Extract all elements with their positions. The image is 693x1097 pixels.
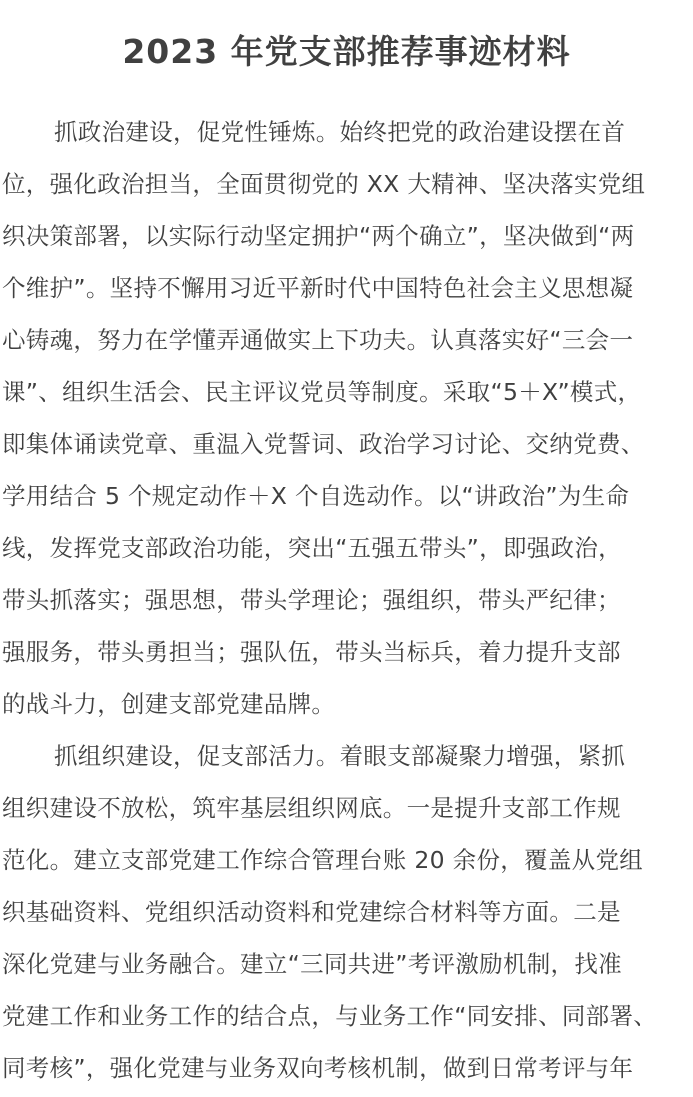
text-line: 心铸魂，努力在学懂弄通做实上下功夫。认真落实好“三会一: [2, 326, 634, 354]
text-line: 党建工作和业务工作的结合点，与业务工作“同安排、同部署、: [2, 1002, 658, 1030]
text-line: 织决策部署，以实际行动坚定拥护“两个确立”，坚决做到“两: [2, 222, 635, 250]
text-line: 位，强化政治担当，全面贯彻党的 XX 大精神、坚决落实党组: [2, 170, 646, 198]
text-line: 强服务，带头勇担当；强队伍，带头当标兵，着力提升支部: [2, 638, 621, 666]
text-line: 线，发挥党支部政治功能，突出“五强五带头”，即强政治，: [2, 534, 622, 562]
text-line: 组织建设不放松，筑牢基层组织网底。一是提升支部工作规: [2, 794, 621, 822]
document-title: 2023 年党支部推荐事迹材料: [122, 32, 571, 71]
text-line: 织基础资料、党组织活动资料和党建综合材料等方面。二是: [2, 898, 621, 926]
text-line: 学用结合 5 个规定动作＋X 个自选动作。以“讲政治”为生命: [2, 482, 630, 510]
text-line: 即集体诵读党章、重温入党誓词、政治学习讨论、交纳党费、: [2, 430, 645, 458]
text-line: 范化。建立支部党建工作综合管理台账 20 余份，覆盖从党组: [2, 846, 644, 874]
text-line: 个维护”。坚持不懈用习近平新时代中国特色社会主义思想凝: [2, 274, 634, 302]
text-line: 课”、组织生活会、民主评议党员等制度。采取“5＋X”模式，: [2, 378, 642, 406]
text-line: 抓政治建设，促党性锤炼。始终把党的政治建设摆在首: [54, 118, 626, 146]
text-line: 深化党建与业务融合。建立“三同共进”考评激励机制，找准: [2, 950, 622, 978]
text-line: 的战斗力，创建支部党建品牌。: [2, 690, 336, 718]
paragraph-political-construction: [2, 106, 692, 730]
text-line: 抓组织建设，促支部活力。着眼支部凝聚力增强，紧抓: [54, 742, 626, 770]
document-body: [2, 106, 692, 1094]
text-line: 带头抓落实；强思想，带头学理论；强组织，带头严纪律；: [2, 586, 621, 614]
paragraph-organizational-construction: [2, 730, 692, 1094]
text-line: 同考核”，强化党建与业务双向考核机制，做到日常考评与年: [2, 1054, 634, 1082]
